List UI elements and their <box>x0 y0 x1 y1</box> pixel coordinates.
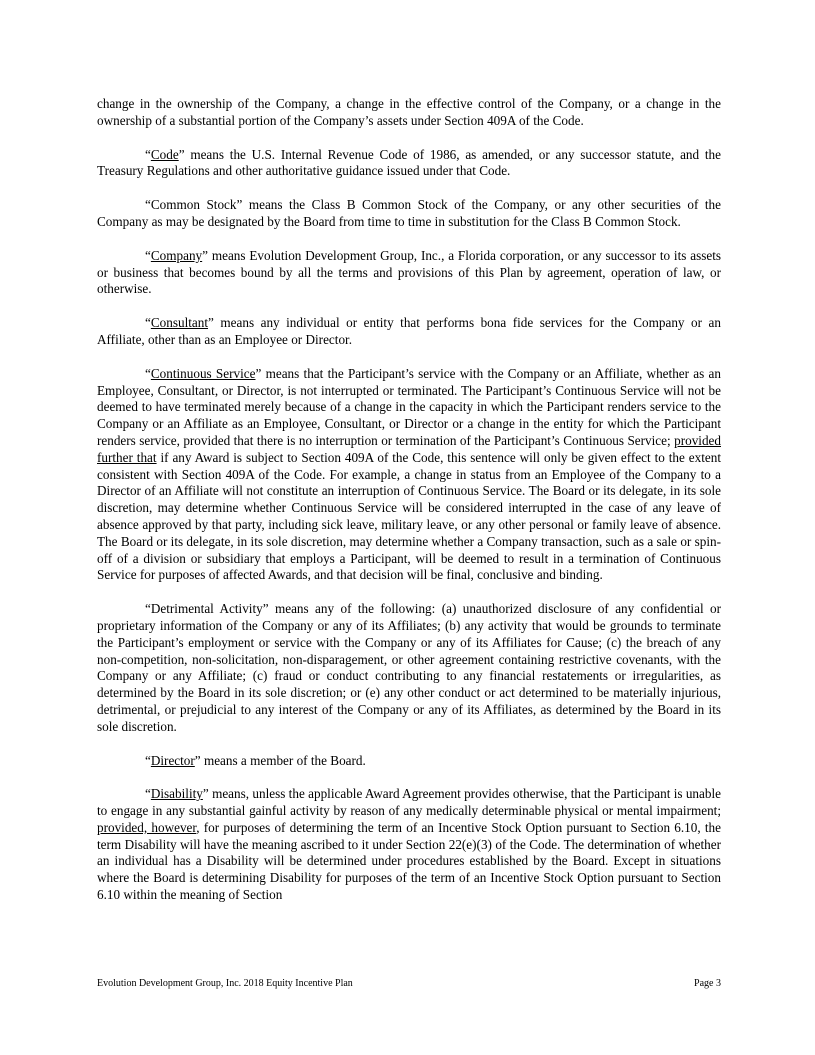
paragraph-company-definition: “Company” means Evolution Development Group, Inc., a Florida corporation, or any successor to its assets or business that becomes bound by all the terms and provisions of this Plan by agreement, operation of law, or otherwise. <box>97 247 721 297</box>
proviso-provided-however: provided, however <box>97 819 197 835</box>
page-footer <box>97 978 721 990</box>
paragraph-common-stock-definition: “Common Stock” means the Class B Common Stock of the Company, or any other securities of the Company as may be designated by the Board from time to time in substitution for the Class B Common Stock. <box>97 197 721 229</box>
paragraph-director-definition: “Director” means a member of the Board. <box>145 752 366 768</box>
defined-term-company: Company <box>150 247 203 263</box>
paragraph-continuous-service-definition: “Continuous Service” means that the Participant’s service with the Company or an Affiliate, whether as an Employee, Consultant, or Director, is not interrupted or terminated. The Participant’s Continuous Service will not be deemed to have terminated merely because of a change in the capacity in which the Participant renders service to the Company or an Affiliate as an Employee, Consultant, or Director or a change in the entity for which the Participant renders service, provided that there is no interruption or termination of the Participant’s Continuous Service; provided further that if any Award is subject to Section 409A of the Code, this sentence will only be given effect to the extent consistent with Section 409A of the Code. For example, a change in status from an Employee of the Company to a Director of an Affiliate will not constitute an interruption of Continuous Service. The Board or its delegate, in its sole discretion, may determine whether Continuous Service will be considered interrupted in the case of any leave of absence approved by that party, including sick leave, military leave, or any other personal or family leave of absence. The Board or its delegate, in its sole discretion, may determine whether a Company transaction, such as a sale or spin-off of a division or subsidiary that employs a Participant, will be deemed to result in a termination of Continuous Service for purposes of affected Awards, and that decision will be final, conclusive and binding. <box>97 365 722 583</box>
footer-document-title: Evolution Development Group, Inc. 2018 Equity Incentive Plan <box>97 978 353 989</box>
paragraph-disability-definition: “Disability” means, unless the applicable Award Agreement provides otherwise, that the Participant is unable to engage in any substantial gainful activity by reason of any medically determinable physical or mental impairment; provided, however, for purposes of determining the term of an Incentive Stock Option pursuant to Section 6.10, the term Disability will have the meaning ascribed to it under Section 22(e)(3) of the Code. The determination of whether an individual has a Disability will be determined under procedures established by the Board. Except in situations where the Board is determining Disability for purposes of the term of an Incentive Stock Option pursuant to Section 6.10 within the meaning of Section <box>97 786 721 903</box>
paragraph-detrimental-activity-definition: “Detrimental Activity” means any of the following: (a) unauthorized disclosure of any confidential or proprietary information of the Company or any of its Affiliates; (b) any activity that would be grounds to terminate the Participant’s employment or service with the Company or any of its Affiliates for Cause; (c) the breach of any non-competition, non-solicitation, non-disparagement, or other agreement containing restrictive covenants, with the Company or any Affiliate; (c) fraud or conduct contributing to any financial restatements or irregularities, as determined by the Board in its sole discretion; or (e) any other conduct or act determined to be materially injurious, detrimental, or prejudicial to any interest of the Company or any of its Affiliates, as determined by the Board in its sole discretion. <box>97 601 721 734</box>
defined-term-consultant: Consultant <box>150 315 209 331</box>
document-page <box>97 96 721 921</box>
paragraph-change-in-control-continued: change in the ownership of the Company, a change in the effective control of the Company, or a change in the ownership of a substantial portion of the Company’s assets under Section 409A of the Code. <box>97 96 721 128</box>
paragraph-code-definition: “Code” means the U.S. Internal Revenue Code of 1986, as amended, or any successor statute, and the Treasury Regulations and other authoritative guidance issued under that Code. <box>97 146 721 179</box>
paragraph-consultant-definition: “Consultant” means any individual or entity that performs bona fide services for the Company or an Affiliate, other than as an Employee or Director. <box>97 315 721 347</box>
defined-term-code: Code <box>150 146 179 162</box>
defined-term-director: Director <box>150 752 195 768</box>
proviso-provided-further-that: provided further that <box>97 432 721 465</box>
defined-term-disability: Disability <box>150 786 203 802</box>
footer-page-number: Page 3 <box>694 978 721 989</box>
defined-term-continuous-service: Continuous Service <box>150 365 256 381</box>
